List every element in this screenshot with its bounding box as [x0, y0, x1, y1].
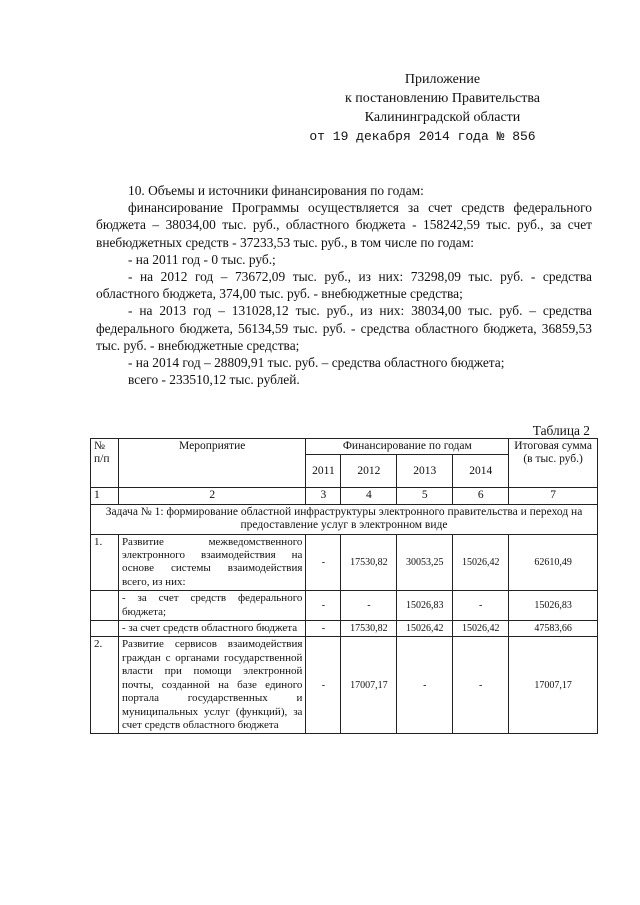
header-event: Мероприятие	[118, 439, 306, 488]
row-2013: 15026,42	[397, 621, 453, 637]
header-year-2011: 2011	[306, 455, 341, 488]
colnum: 1	[91, 488, 119, 504]
table-row	[91, 637, 598, 734]
task-row	[91, 504, 598, 534]
row-num	[91, 591, 119, 621]
row-2012: 17530,82	[341, 534, 397, 591]
table-header-row	[91, 439, 598, 455]
row-2012: 17530,82	[341, 621, 397, 637]
table-row	[91, 621, 598, 637]
row-num: 1.	[91, 534, 119, 591]
header-year-2014: 2014	[453, 455, 509, 488]
row-event: - за счет средств федерального бюджета;	[118, 591, 306, 621]
row-2013: -	[397, 637, 453, 734]
item-total: всего - 233510,12 тыс. рублей.	[128, 372, 300, 388]
header-resolution: к постановлению Правительства	[344, 91, 540, 106]
colnum: 7	[509, 488, 598, 504]
row-total: 15026,83	[509, 591, 598, 621]
row-total: 62610,49	[509, 534, 598, 591]
row-num: 2.	[91, 637, 119, 734]
row-total: 47583,66	[509, 621, 598, 637]
row-2011: -	[306, 591, 341, 621]
header-total: Итоговая сумма (в тыс. руб.)	[509, 439, 598, 488]
row-2012: 17007,17	[341, 637, 397, 734]
colnum: 5	[397, 488, 453, 504]
row-2014: 15026,42	[453, 621, 509, 637]
header-year-2012: 2012	[341, 455, 397, 488]
row-num	[91, 621, 119, 637]
financing-section	[96, 182, 592, 388]
row-2011: -	[306, 637, 341, 734]
row-2011: -	[306, 621, 341, 637]
header-region: Калининградской области	[364, 110, 521, 125]
header-date-number: от 19 декабря 2014 года № 856	[309, 129, 536, 144]
row-event: - за счет средств областного бюджета	[118, 621, 306, 637]
header-appendix: Приложение	[404, 72, 481, 87]
row-event: Развитие межведомственного электронного взаимодействия на основе системы взаимодействия всего, из них:	[118, 534, 306, 591]
row-total: 17007,17	[509, 637, 598, 734]
row-2013: 30053,25	[397, 534, 453, 591]
colnum: 2	[118, 488, 306, 504]
table-colnum-row	[91, 488, 598, 504]
table-row	[91, 591, 598, 621]
financing-table	[90, 438, 598, 734]
colnum: 4	[341, 488, 397, 504]
colnum: 3	[306, 488, 341, 504]
section-title: 10. Объемы и источники финансирования по годам:	[128, 183, 424, 198]
row-2013: 15026,83	[397, 591, 453, 621]
document-header	[309, 70, 540, 146]
item-2014: - на 2014 год – 28809,91 тыс. руб. – средства областного бюджета;	[128, 355, 505, 371]
header-year-2013: 2013	[397, 455, 453, 488]
task-title: Задача № 1: формирование областной инфраструктуры электронного правительства и переход на предоставление услуг в электронном виде	[91, 504, 598, 534]
section-paragraph: финансирование Программы осуществляется за счет средств федерального бюджета – 38034,00 тыс. руб., областного бюджета - 158242,59 тыс. руб., за счет внебюджетных средств - 37233,53 тыс. руб., в том числе по годам:	[96, 200, 592, 250]
item-2013: - на 2013 год – 131028,12 тыс. руб., из них: 38034,00 тыс. руб. – средства федерального бюджета, 56134,59 тыс. руб. - средства областного бюджета, 36859,53 тыс. руб. - внебюджетные средства;	[96, 303, 592, 353]
item-2011: - на 2011 год - 0 тыс. руб.;	[128, 251, 276, 267]
table-row	[91, 534, 598, 591]
item-2012: - на 2012 год – 73672,09 тыс. руб., из них: 73298,09 тыс. руб. - средства областного бюджета, 374,00 тыс. руб. - внебюджетные средства;	[96, 269, 592, 302]
row-2014: 15026,42	[453, 534, 509, 591]
colnum: 6	[453, 488, 509, 504]
row-2014: -	[453, 637, 509, 734]
row-event: Развитие сервисов взаимодействия граждан с органами государственной власти при помощи электронной почты, созданной на базе единого портала государственных и муниципальных услуг (функций), за счет средств областного бюджета	[118, 637, 306, 734]
row-2014: -	[453, 591, 509, 621]
header-financing: Финансирование по годам	[306, 439, 509, 455]
row-2011: -	[306, 534, 341, 591]
header-num: № п/п	[91, 439, 119, 488]
row-2012: -	[341, 591, 397, 621]
table-label: Таблица 2	[532, 423, 590, 438]
